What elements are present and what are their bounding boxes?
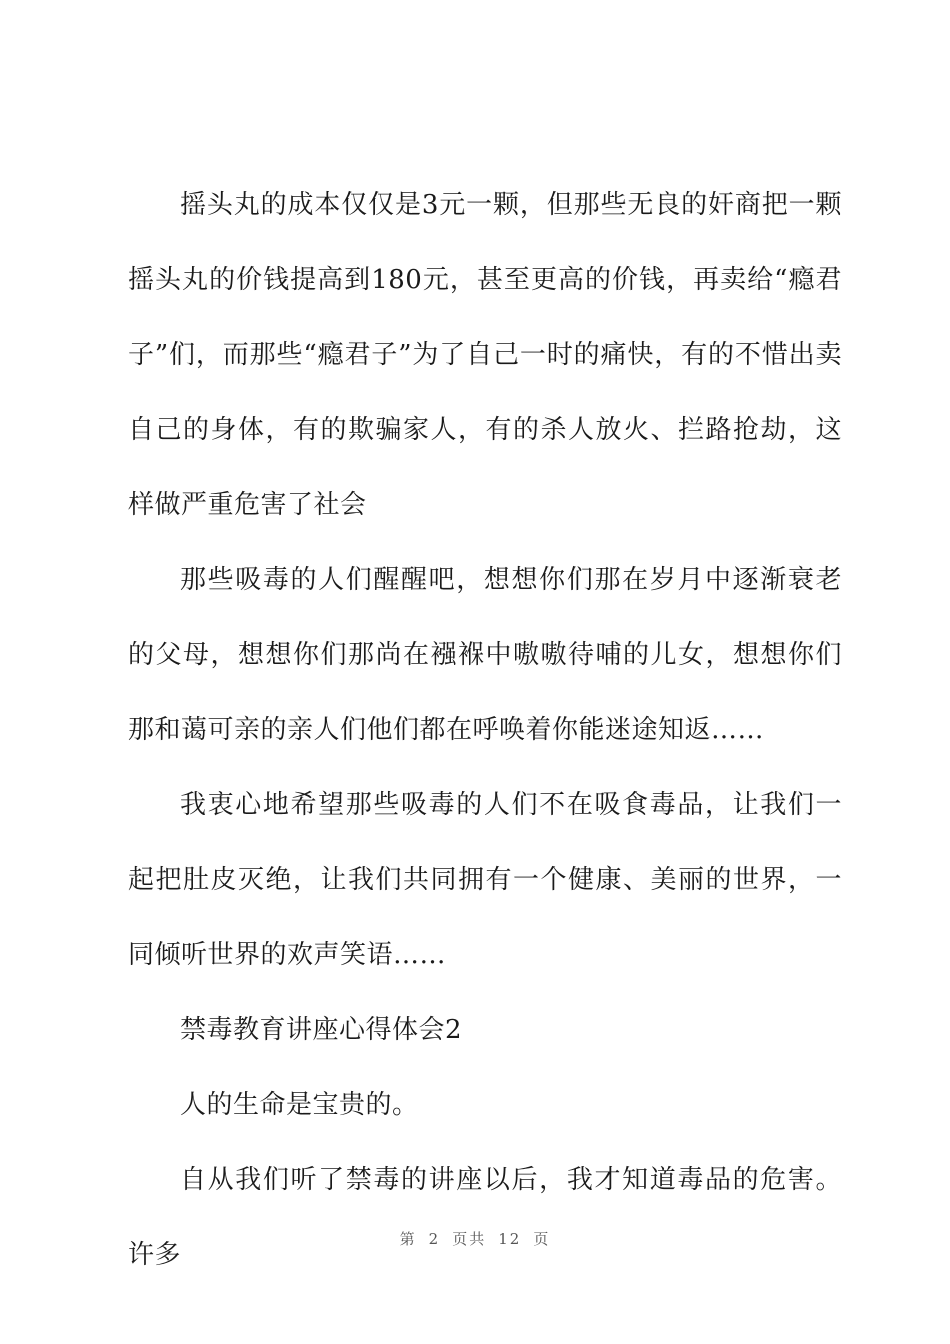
section-title: 禁毒教育讲座心得体会2: [180, 1015, 463, 1045]
footer-prefix: 第: [399, 1230, 417, 1248]
footer-suffix: 页: [533, 1230, 551, 1248]
paragraph-hope: 我衷心地希望那些吸毒的人们不在吸食毒品，让我们一起把肚皮灭绝，让我们共同拥有一个健康、美丽的世界，一同倾听世界的欢声笑语……: [128, 790, 842, 970]
paragraph-lecture: 自从我们听了禁毒的讲座以后，我才知道毒品的危害。许多: [128, 1165, 842, 1270]
footer-total-pages: 12: [498, 1230, 522, 1248]
page-footer: [0, 1228, 950, 1249]
footer-current-page: 2: [428, 1230, 441, 1248]
paragraph-wake-up: 那些吸毒的人们醒醒吧，想想你们那在岁月中逐渐衰老的父母，想想你们那尚在襁褓中嗷嗷待哺的儿女，想想你们那和蔼可亲的亲人们他们都在呼唤着你能迷途知返……: [128, 565, 842, 745]
paragraph-life-precious: 人的生命是宝贵的。: [180, 1090, 419, 1120]
paragraph-ecstasy-cost: 摇头丸的成本仅仅是3元一颗，但那些无良的奸商把一颗摇头丸的价钱提高到180元，甚至更高的价钱，再卖给“瘾君子”们，而那些“瘾君子”为了自己一时的痛快，有的不惜出卖自己的身体，有的欺骗家人，有的杀人放火、拦路抢劫，这样做严重危害了社会: [128, 190, 842, 520]
document-body: [128, 168, 842, 1293]
footer-middle: 页共: [452, 1230, 487, 1248]
